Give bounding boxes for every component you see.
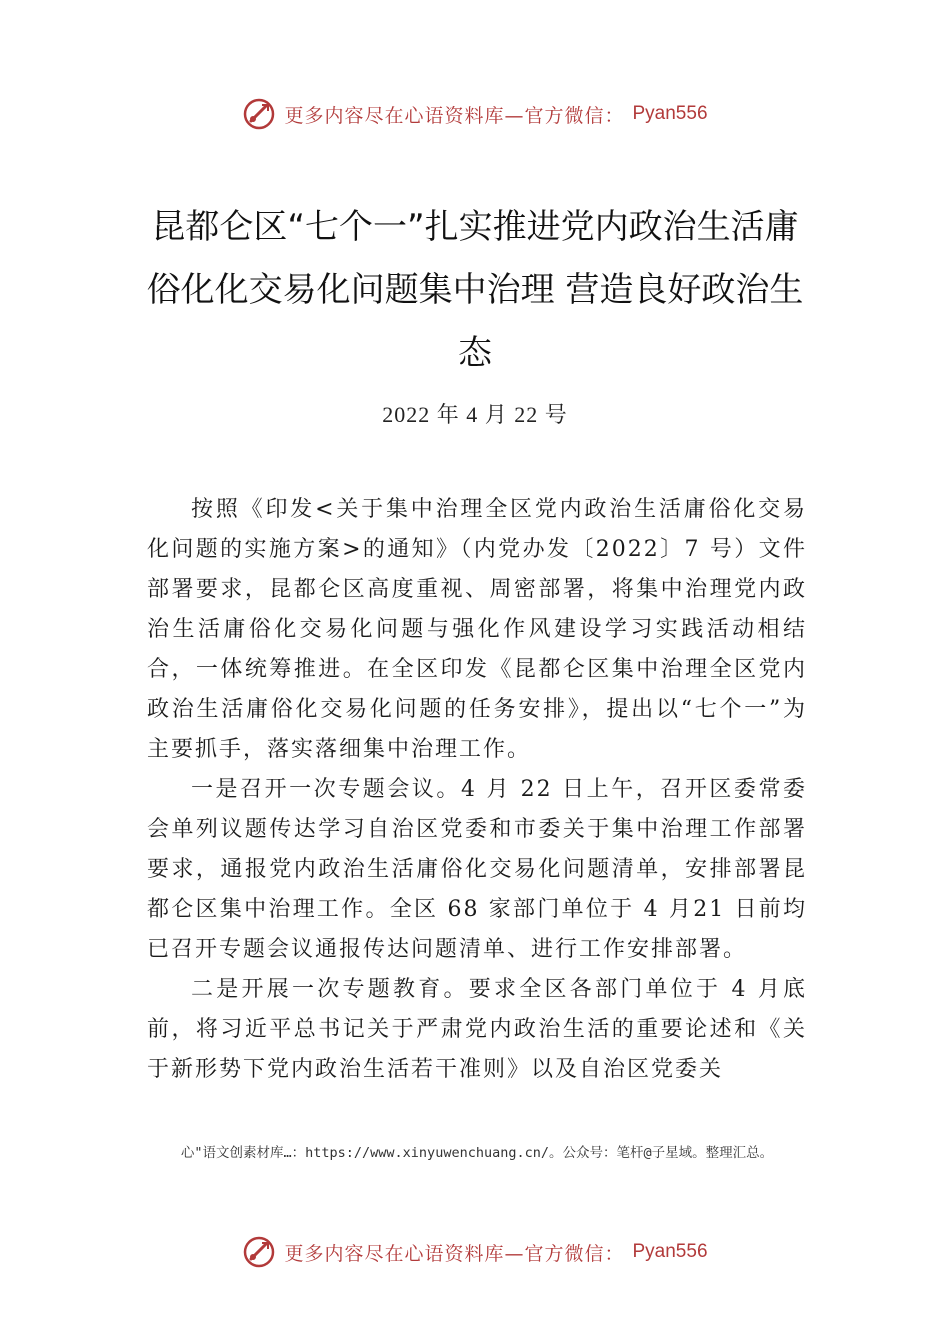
- source-footnote: 心"语文创素材库…：https://www.xinyuwenchuang.cn/。公众号：笔杆@子星域。整理汇总。: [180, 1145, 774, 1161]
- brand-logo-icon: [242, 97, 276, 131]
- brand-logo-icon: [242, 1235, 276, 1269]
- banner-wechat-id: Pyan556: [632, 103, 708, 124]
- paragraph: 一是召开一次专题会议。4 月 22 日上午，召开区委常委会单列议题传达学习自治区党委和市委关于集中治理工作部署要求，通报党内政治生活庸俗化交易化问题清单，安排部署昆都仑区集中治理工作。全区 68 家部门单位于 4 月21 日前均已召开专题会议通报传达问题清单、进行工作安排部署。: [147, 777, 807, 962]
- paragraph: 按照《印发<关于集中治理全区党内政治生活庸俗化交易化问题的实施方案>的通知》（内党办发〔2022〕7 号）文件部署要求，昆都仑区高度重视、周密部署，将集中治理党内政治生活庸俗化交易化问题与强化作风建设学习实践活动相结合，一体统筹推进。在全区印发《昆都仑区集中治理全区党内政治生活庸俗化交易化问题的任务安排》，提出以“七个一”为主要抓手，落实落细集中治理工作。: [147, 497, 807, 762]
- document-date: 2022 年 4 月 22 号: [382, 402, 568, 427]
- banner-text: 更多内容尽在心语资料库—官方微信：: [284, 104, 625, 127]
- document-title: 昆都仑区“七个一”扎实推进党内政治生活庸俗化化交易化问题集中治理 营造良好政治生态: [146, 207, 804, 373]
- document-body: [147, 490, 807, 1090]
- header-banner: [0, 94, 950, 134]
- footer-banner: [0, 1232, 950, 1272]
- banner-text: 更多内容尽在心语资料库—官方微信：: [284, 1242, 625, 1265]
- paragraph: 二是开展一次专题教育。要求全区各部门单位于 4 月底前，将习近平总书记关于严肃党内政治生活的重要论述和《关于新形势下党内政治生活若干准则》以及自治区党委关: [147, 977, 807, 1082]
- banner-wechat-id: Pyan556: [632, 1241, 708, 1262]
